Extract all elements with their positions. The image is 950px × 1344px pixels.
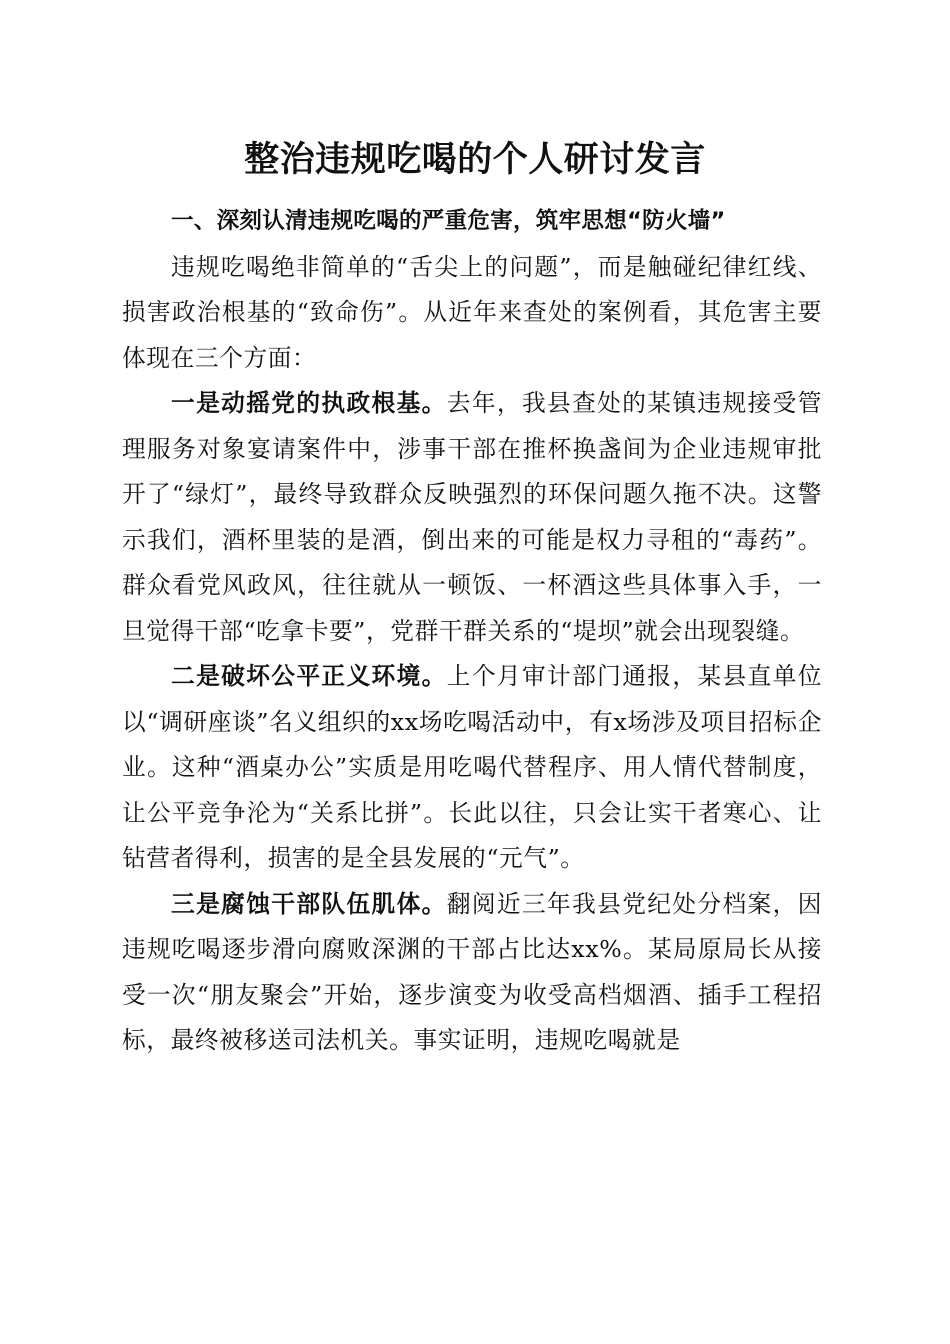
point-one-paragraph [122,381,822,654]
point-one-text: 去年，我县查处的某镇违规接受管理服务对象宴请案件中，涉事干部在推杯换盏间为企业违规审批开了“绿灯”，最终导致群众反映强烈的环保问题久拖不决。这警示我们，酒杯里装的是酒，倒出来的可能是权力寻租的“毒药”。群众看党风政风，往往就从一顿饭、一杯酒这些具体事入手，一旦觉得干部“吃拿卡要”，党群干群关系的“堤坝”就会出现裂缝。 [122,389,822,645]
point-three-text: 翻阅近三年我县党纪处分档案，因违规吃喝逐步滑向腐败深渊的干部占比达xx%。某局原局长从接受一次“朋友聚会”开始，逐步演变为收受高档烟酒、插手工程招标，最终被移送司法机关。事实证明，违规吃喝就是 [122,889,822,1054]
section-heading: 一、深刻认清违规吃喝的严重危害，筑牢思想“防火墙” [171,208,726,234]
point-three-lead: 三是腐蚀干部队伍肌体。 [171,889,447,918]
point-one-lead: 一是动摇党的执政根基。 [171,389,447,417]
point-two-text: 上个月审计部门通报，某县直单位以“调研座谈”名义组织的xx场吃喝活动中，有x场涉及项目招标企业。这种“酒桌办公”实质是用吃喝代替程序、用人情代替制度，让公平竞争沦为“关系比拼”。长此以往，只会让实干者寒心、让钻营者得利，损害的是全县发展的“元气”。 [122,662,822,872]
point-two-lead: 二是破坏公平正义环境。 [171,662,447,690]
point-three-paragraph [122,882,822,1064]
intro-paragraph: 违规吃喝绝非简单的“舌尖上的问题”，而是触碰纪律红线、损害政治根基的“致命伤”。从近年来查处的案例看，其危害主要体现在三个方面： [122,252,822,372]
page-title: 整治违规吃喝的个人研讨发言 [244,139,706,180]
document-body [122,199,822,1064]
point-two-paragraph [122,654,822,882]
